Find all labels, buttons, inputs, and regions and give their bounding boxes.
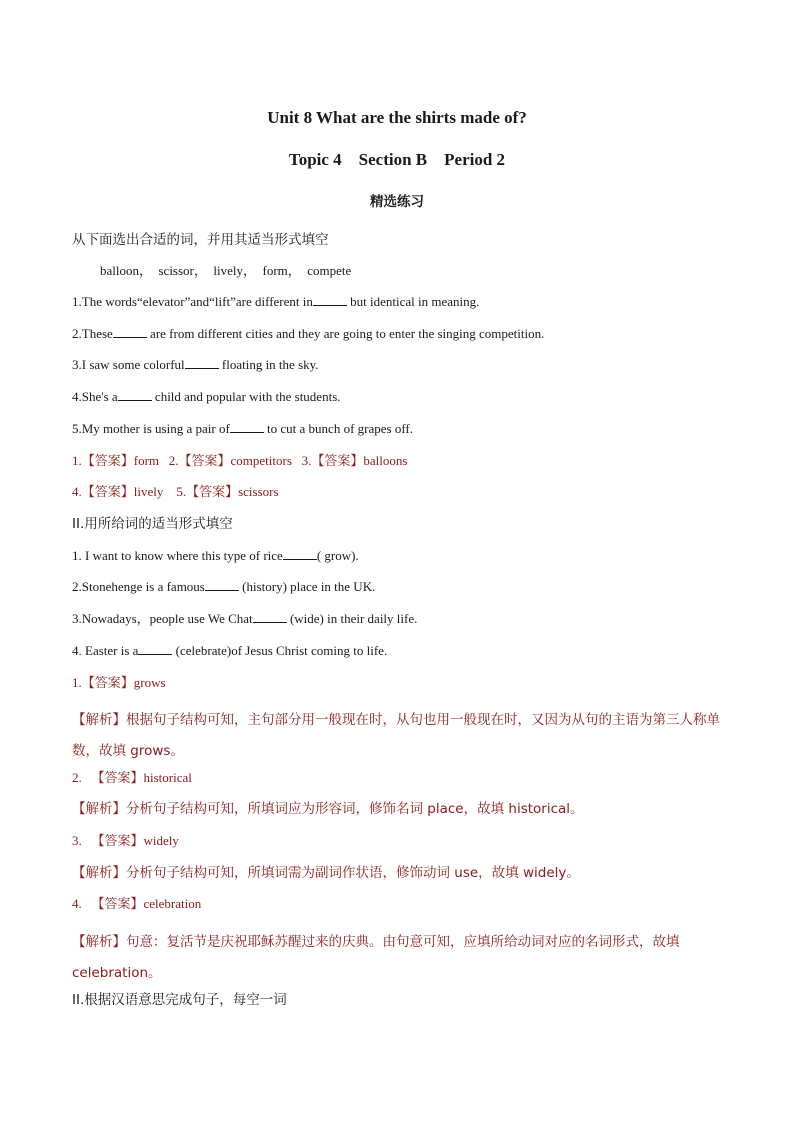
part1-answers-line-1: 1.【答案】form 2.【答案】competitors 3.【答案】balloons <box>72 453 408 468</box>
unit-title: Unit 8 What are the shirts made of? <box>267 108 527 127</box>
part2-question-4: 4. Easter is a (celebrate)of Jesus Christ coming to life. <box>72 643 388 658</box>
answer-blank <box>230 420 264 433</box>
part2-analysis-4: 【解析】句意：复活节是庆祝耶稣苏醒过来的庆典。由句意可知，应填所给动词对应的名词形式，故填 celebration。 <box>72 934 680 981</box>
part2-question-1: 1. I want to know where this type of rice ( grow). <box>72 548 359 563</box>
part2-answer-3: 3. 【答案】widely <box>72 833 179 848</box>
part2-analysis-2: 【解析】分析句子结构可知，所填词应为形容词，修饰名词 place，故填 historical。 <box>72 801 584 817</box>
answer-blank <box>118 388 152 401</box>
part2-answer-2: 2. 【答案】historical <box>72 770 192 785</box>
part1-question-5: 5.My mother is using a pair of to cut a bunch of grapes off. <box>72 421 414 436</box>
part2-question-2: 2.Stonehenge is a famous (history) place in the UK. <box>72 579 376 594</box>
answer-blank <box>185 356 219 369</box>
part2-instruction: II.用所给词的适当形式填空 <box>72 516 233 532</box>
answer-blank <box>283 547 317 560</box>
part1-question-2: 2.These are from different cities and they are going to enter the singing competition. <box>72 326 545 341</box>
part1-answers-line-2: 4.【答案】lively 5.【答案】scissors <box>72 484 279 499</box>
part2-question-3: 3.Nowadays，people use We Chat (wide) in their daily life. <box>72 611 418 626</box>
answer-blank <box>253 610 287 623</box>
word-bank: balloon， scissor， lively， form， compete <box>100 263 352 278</box>
part2-answer-4: 4. 【答案】celebration <box>72 896 202 911</box>
answer-blank <box>113 325 147 338</box>
part2-analysis-1: 【解析】根据句子结构可知，主句部分用一般现在时，从句也用一般现在时，又因为从句的主语为第三人称单数，故填 grows。 <box>72 712 720 759</box>
part3-instruction: II.根据汉语意思完成句子，每空一词 <box>72 992 287 1008</box>
topic-title: Topic 4 Section B Period 2 <box>288 150 506 169</box>
part1-question-3: 3.I saw some colorful floating in the sky. <box>72 357 319 372</box>
part2-answer-1: 1.【答案】grows <box>72 675 166 690</box>
section-title: 精选练习 <box>370 194 424 210</box>
answer-blank <box>138 642 172 655</box>
part1-question-4: 4.She's a child and popular with the students. <box>72 389 341 404</box>
part1-question-1: 1.The words“elevator”and“lift”are different in but identical in meaning. <box>72 294 480 309</box>
part2-analysis-3: 【解析】分析句子结构可知，所填词需为副词作状语，修饰动词 use，故填 widely。 <box>72 865 580 881</box>
answer-blank <box>205 578 239 591</box>
part1-instruction: 从下面选出合适的词，并用其适当形式填空 <box>72 232 329 248</box>
answer-blank <box>313 293 347 306</box>
